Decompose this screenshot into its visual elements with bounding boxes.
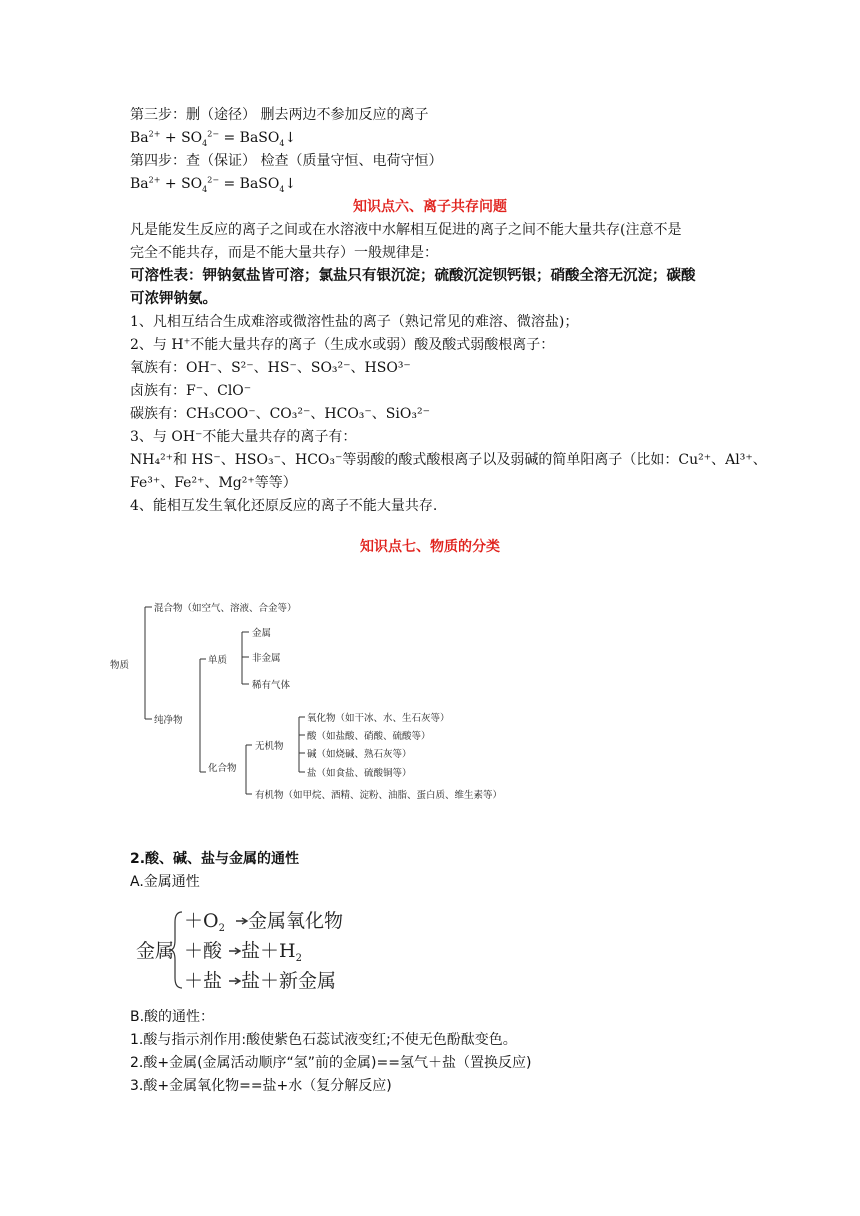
- metal-row-2: [184, 940, 302, 964]
- classification-tree-diagram: [100, 596, 560, 811]
- node-pure: 纯净物: [154, 715, 183, 726]
- node-inorganic: 无机物: [255, 741, 284, 752]
- eq-plus: + SO: [160, 130, 203, 146]
- solubility-rule-line1: 可溶性表：钾钠氨盐皆可溶；氯盐只有银沉淀；硫酸沉淀钡钙银；硝酸全溶无沉淀；碳酸: [130, 267, 696, 284]
- arrow-right-icon: [229, 948, 240, 954]
- rule-2: [130, 336, 554, 354]
- acid-property-3: 3.酸+金属氧化物==盐+水（复分解反应): [130, 1078, 392, 1094]
- down-arrow-icon: ↓: [284, 130, 297, 146]
- eq-so4-sub: 4: [202, 138, 208, 148]
- section6-title: 知识点六、离子共存问题: [353, 199, 507, 215]
- svg-text:＋酸: ＋酸: [184, 940, 223, 962]
- node-noble-gas: 稀有气体: [252, 680, 291, 691]
- metal-row-1: [184, 910, 343, 934]
- eq-so4-charge: 2−: [207, 175, 220, 185]
- down-arrow-icon: ↓: [284, 176, 297, 192]
- section7-title: 知识点七、物质的分类: [360, 539, 500, 555]
- arrow-right-icon: [236, 918, 247, 924]
- eq-so4-sub: 4: [202, 184, 208, 194]
- eq-plus: + SO: [160, 176, 203, 192]
- metal-label: 金属: [136, 940, 175, 962]
- section6-intro-line1: 凡是能发生反应的离子之间或在水溶液中水解相互促进的离子之间不能大量共存(注意不是: [130, 222, 682, 238]
- svg-text:＋O2: $+O_2$: [184, 910, 225, 934]
- node-organic: 有机物（如甲烷、酒精、淀粉、油脂、蛋白质、维生素等）: [255, 790, 503, 801]
- solubility-rule-line2: 可浓钾钠氨。: [130, 290, 217, 307]
- eq-ba-charge: 2+: [148, 129, 161, 139]
- rule-3: 3、与 OH⁻不能大量共存的离子有：: [130, 429, 357, 445]
- section6-intro-line2: 完全不能共存，而是不能大量共存）一般规律是：: [130, 245, 438, 261]
- node-element: 单质: [208, 655, 228, 666]
- eq-ba: Ba: [130, 130, 149, 146]
- node-base: 碱（如烧碱、熟石灰等）: [307, 749, 412, 760]
- oxygen-group: 氧族有：OH⁻、S²⁻、HS⁻、SO₃²⁻、HSO³⁻: [130, 360, 411, 376]
- subsection-b-title: B.酸的通性：: [130, 1009, 215, 1025]
- equation-2: [130, 175, 296, 193]
- node-acid: 酸（如盐酸、硝酸、硫酸等）: [307, 731, 431, 742]
- node-metal: 金属: [252, 628, 272, 639]
- rule-3-detail-line1: NH₄²⁺和 HS⁻、HSO₃⁻、HCO₃⁻等弱酸的酸式酸根离子以及弱碱的简单阳离子（比如：Cu²⁺、Al³⁺、: [130, 452, 767, 468]
- metal-brace: [170, 912, 182, 988]
- equation-1: [130, 129, 296, 147]
- section2-title: 2.酸、碱、盐与金属的通性: [130, 851, 300, 867]
- rule-4: 4、能相互发生氧化还原反应的离子不能大量共存.: [130, 498, 438, 514]
- node-compound: 化合物: [208, 763, 237, 774]
- svg-text:金属氧化物: 金属氧化物: [248, 910, 344, 932]
- step3-text: 第三步：删（途径） 删去两边不参加反应的离子: [130, 107, 429, 123]
- eq-equals: = BaSO: [219, 176, 280, 192]
- node-root: 物质: [110, 660, 130, 671]
- carbon-group: 碳族有：CH₃COO⁻、CO₃²⁻、HCO₃⁻、SiO₃²⁻: [130, 406, 430, 422]
- node-mixture: 混合物（如空气、溶液、合金等）: [154, 603, 297, 614]
- svg-text:＋盐: ＋盐: [184, 970, 223, 992]
- eq-ba: Ba: [130, 176, 149, 192]
- rule-1: 1、凡相互结合生成难溶或微溶性盐的离子（熟记常见的难溶、微溶盐)；: [130, 314, 579, 330]
- eq-ba-charge: 2+: [148, 175, 161, 185]
- svg-text:盐＋新金属: 盐＋新金属: [241, 970, 337, 992]
- eq-equals: = BaSO: [219, 130, 280, 146]
- node-oxide: 氧化物（如干冰、水、生石灰等）: [307, 713, 450, 724]
- acid-property-2: 2.酸+金属(金属活动顺序“氢”前的金属)==氢气＋盐（置换反应): [130, 1055, 532, 1071]
- rule-2-part-a: 2、与 H: [130, 337, 184, 353]
- svg-text:盐＋H2: 盐$+H_2$: [241, 940, 302, 964]
- halogen-group: 卤族有：F⁻、ClO⁻: [130, 383, 252, 399]
- metal-properties-figure: [130, 900, 370, 1000]
- rule-3-detail-line2: Fe³⁺、Fe²⁺、Mg²⁺等等）: [130, 475, 297, 491]
- node-nonmetal: 非金属: [252, 653, 281, 664]
- eq-baso4-sub: 4: [279, 184, 285, 194]
- eq-so4-charge: 2−: [207, 129, 220, 139]
- rule-2-sup: +: [183, 336, 191, 346]
- arrow-right-icon: [229, 978, 240, 984]
- acid-property-1: 1.酸与指示剂作用:酸使紫色石蕊试液变红;不使无色酚酞变色。: [130, 1032, 517, 1048]
- node-salt: 盐（如食盐、硫酸铜等）: [307, 768, 412, 779]
- eq-baso4-sub: 4: [279, 138, 285, 148]
- step4-text: 第四步：查（保证） 检查（质量守恒、电荷守恒）: [130, 153, 443, 169]
- subsection-a-title: A.金属通性: [130, 874, 200, 890]
- metal-row-3: [184, 970, 336, 992]
- rule-2-part-b: 不能大量共存的离子（生成水或弱）酸及酸式弱酸根离子：: [190, 337, 555, 353]
